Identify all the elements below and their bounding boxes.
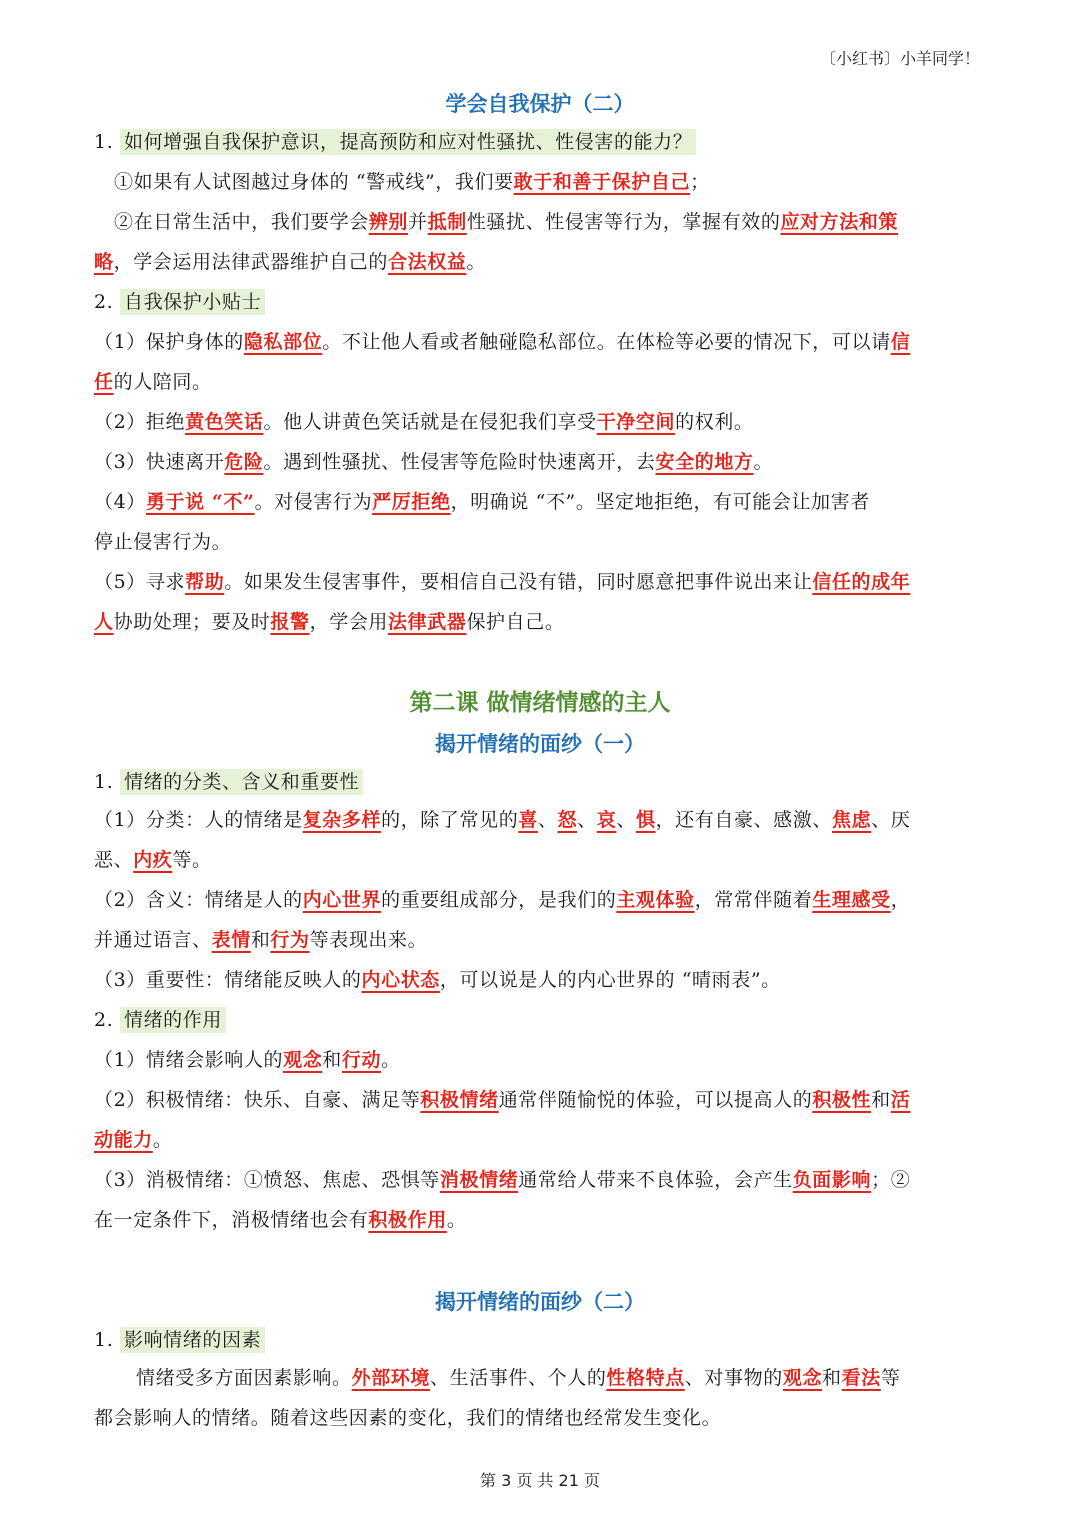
list-item: （1）分类：人的情绪是复杂多样的，除了常见的喜、怒、哀、惧，还有自豪、感激、焦虑、厌 — [94, 809, 911, 831]
question-1-heading: 1. 如何增强自我保护意识，提高预防和应对性骚扰、性侵害的能力？ — [94, 122, 989, 162]
key-term: 行动 — [341, 1049, 382, 1071]
list-item: （2）含义：情绪是人的内心世界的重要组成部分，是我们的主观体验，常常伴随着生理感受， — [94, 889, 911, 911]
key-term: 黄色笑话 — [185, 411, 264, 433]
key-term: 信任的成年 — [812, 571, 911, 593]
key-term: 怒 — [557, 809, 578, 831]
highlighted-heading: 自我保护小贴士 — [120, 289, 265, 315]
highlighted-heading: 情绪的分类、含义和重要性 — [120, 769, 363, 795]
key-term: 积极情绪 — [420, 1089, 499, 1111]
question-2-heading: 2. 情绪的作用 — [94, 1000, 989, 1040]
key-term: 严厉拒绝 — [372, 491, 451, 513]
list-item-continued: 人协助处理；要及时报警，学会用法律武器保护自己。 — [94, 611, 565, 633]
key-term: 积极作用 — [368, 1209, 447, 1231]
question-2-heading: 2. 自我保护小贴士 — [94, 282, 989, 322]
key-term: 生理感受 — [812, 889, 891, 911]
paragraph-continued: 都会影响人的情绪。随着这些因素的变化，我们的情绪也经常发生变化。 — [94, 1407, 722, 1429]
list-item: （3）消极情绪：①愤怒、焦虑、恐惧等消极情绪通常给人带来不良体验，会产生负面影响；② — [94, 1169, 911, 1191]
key-term: 干净空间 — [596, 411, 676, 433]
list-item: （3）重要性：情绪能反映人的内心状态，可以说是人的内心世界的 “晴雨表”。 — [94, 969, 781, 991]
key-term: 观念 — [782, 1367, 823, 1389]
list-item-continued: 停止侵害行为。 — [94, 531, 232, 553]
page-number: 第 3 页 共 21 页 — [480, 1471, 600, 1490]
list-item-continued: 恶、内疚等。 — [94, 849, 212, 871]
key-term: 性格特点 — [606, 1367, 685, 1389]
list-item: （1）情绪会影响人的观念和行动。 — [94, 1049, 401, 1071]
paragraph: 情绪受多方面因素影响。外部环境、生活事件、个人的性格特点、对事物的观念和看法等 — [136, 1367, 901, 1389]
key-term: 活 — [890, 1089, 911, 1111]
key-term: 勇于说 “不” — [145, 491, 255, 513]
list-item-continued: 在一定条件下，消极情绪也会有积极作用。 — [94, 1209, 467, 1231]
key-term: 外部环境 — [351, 1367, 431, 1389]
key-term: 负面影响 — [792, 1169, 872, 1191]
key-term: 危险 — [224, 451, 264, 473]
key-term: 应对方法和策 — [780, 211, 899, 233]
key-term: 人 — [94, 611, 114, 633]
key-term: 惧 — [635, 809, 656, 831]
list-item-continued: 并通过语言、表情和行为等表现出来。 — [94, 929, 428, 951]
key-term: 信 — [890, 331, 911, 353]
key-term: 安全的地方 — [655, 451, 754, 473]
key-term: 隐私部位 — [243, 331, 323, 353]
key-term: 复杂多样 — [302, 809, 382, 831]
key-term: 报警 — [270, 611, 310, 633]
key-term: 任 — [94, 371, 114, 393]
highlighted-heading: 影响情绪的因素 — [120, 1327, 265, 1353]
list-item: （2）积极情绪：快乐、自豪、满足等积极情绪通常伴随愉悦的体验，可以提高人的积极性和活 — [94, 1089, 911, 1111]
key-term: 合法权益 — [388, 251, 467, 273]
key-term: 动能力 — [94, 1129, 153, 1151]
section-title-emotion-veil-2: 揭开情绪的面纱（二） — [435, 1290, 645, 1314]
key-term: 积极性 — [812, 1089, 872, 1111]
list-item: （2）拒绝黄色笑话。他人讲黄色笑话就是在侵犯我们享受干净空间的权利。 — [94, 411, 754, 433]
paragraph: ②在日常生活中，我们要学会辨别并抵制性骚扰、性侵害等行为，掌握有效的应对方法和策 — [114, 211, 899, 233]
key-term: 行为 — [270, 929, 310, 951]
paragraph: 略，学会运用法律武器维护自己的合法权益。 — [94, 251, 487, 273]
key-term: 略 — [94, 251, 114, 273]
key-term: 内疚 — [133, 849, 173, 871]
key-term: 帮助 — [185, 571, 225, 593]
key-term: 敢于和善于保护自己 — [513, 171, 691, 193]
list-item-continued: 动能力。 — [94, 1129, 173, 1151]
highlighted-heading: 如何增强自我保护意识，提高预防和应对性骚扰、性侵害的能力？ — [120, 129, 696, 155]
key-term: 焦虑 — [831, 809, 872, 831]
question-1-heading: 1. 影响情绪的因素 — [94, 1320, 989, 1360]
list-item: （1）保护身体的隐私部位。不让他人看或者触碰隐私部位。在体检等必要的情况下，可以请信 — [94, 331, 911, 353]
question-1-heading: 1. 情绪的分类、含义和重要性 — [94, 762, 989, 802]
paragraph: ①如果有人试图越过身体的 “警戒线”，我们要敢于和善于保护自己； — [114, 171, 710, 193]
section-title-self-protection-2: 学会自我保护（二） — [445, 92, 635, 116]
key-term: 哀 — [596, 809, 617, 831]
key-term: 辨别 — [368, 211, 409, 233]
section-title-emotion-veil-1: 揭开情绪的面纱（一） — [435, 732, 645, 756]
key-term: 消极情绪 — [439, 1169, 519, 1191]
key-term: 法律武器 — [388, 611, 467, 633]
key-term: 主观体验 — [616, 889, 695, 911]
key-term: 表情 — [211, 929, 251, 951]
list-item-continued: 任的人陪同。 — [94, 371, 212, 393]
list-item: （4）勇于说 “不”。对侵害行为严厉拒绝，明确说 “不”。坚定地拒绝，有可能会让加害者 — [94, 491, 870, 513]
list-item: （5）寻求帮助。如果发生侵害事件，要相信自己没有错，同时愿意把事件说出来让信任的成年 — [94, 571, 911, 593]
key-term: 看法 — [841, 1367, 881, 1389]
key-term: 观念 — [283, 1049, 323, 1071]
key-term: 喜 — [518, 809, 538, 831]
key-term: 抵制 — [427, 211, 467, 233]
lesson-title: 第二课 做情绪情感的主人 — [409, 690, 671, 716]
key-term: 内心世界 — [302, 889, 382, 911]
key-term: 内心状态 — [361, 969, 440, 991]
highlighted-heading: 情绪的作用 — [120, 1007, 226, 1033]
list-item: （3）快速离开危险。遇到性骚扰、性侵害等危险时快速离开，去安全的地方。 — [94, 451, 774, 473]
source-label: 〔小红书〕小羊同学！ — [819, 49, 980, 68]
